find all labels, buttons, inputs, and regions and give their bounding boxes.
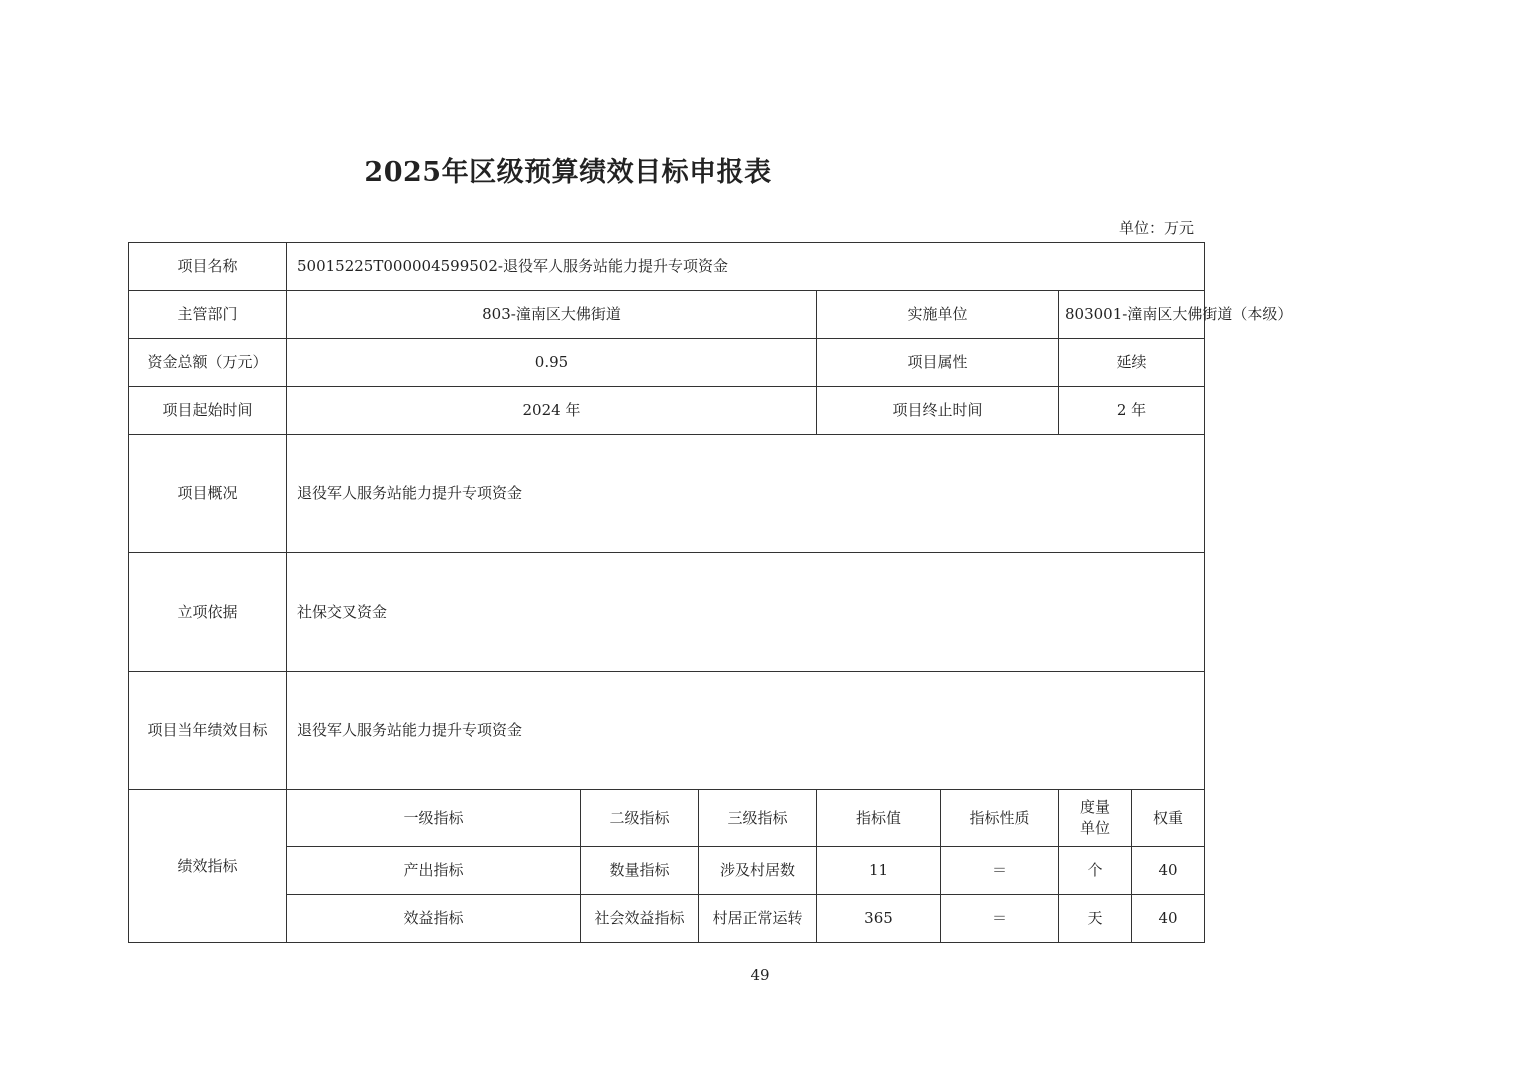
project-name-value: 50015225T000004599502-退役军人服务站能力提升专项资金 [287, 243, 1205, 291]
overview-label: 项目概况 [129, 435, 287, 553]
row-department [129, 291, 1205, 339]
attribute-label: 项目属性 [817, 339, 1059, 387]
goal-value: 退役军人服务站能力提升专项资金 [287, 672, 1205, 790]
indicator-header: 二级指标 [581, 790, 699, 847]
indicator-cell: 效益指标 [287, 895, 581, 943]
indicator-header: 三级指标 [699, 790, 817, 847]
indicator-cell: ＝ [941, 847, 1059, 895]
basis-label: 立项依据 [129, 553, 287, 672]
budget-table [128, 242, 1293, 943]
row-goal [129, 672, 1205, 790]
indicator-header: 度量单位 [1059, 790, 1132, 847]
department-value: 803-潼南区大佛街道 [287, 291, 817, 339]
implementer-label: 实施单位 [817, 291, 1059, 339]
page-number: 49 [750, 966, 770, 984]
end-time-value: 2 年 [1059, 387, 1205, 435]
table-row [129, 895, 1205, 943]
unit-label: 单位：万元 [1118, 219, 1194, 237]
start-time-value: 2024 年 [287, 387, 817, 435]
indicator-header: 指标性质 [941, 790, 1059, 847]
start-time-label: 项目起始时间 [129, 387, 287, 435]
indicator-cell: 村居正常运转 [699, 895, 817, 943]
funds-label: 资金总额（万元） [129, 339, 287, 387]
indicators-label: 绩效指标 [129, 790, 287, 943]
attribute-value: 延续 [1059, 339, 1205, 387]
indicator-cell: 365 [817, 895, 941, 943]
indicator-cell: 涉及村居数 [699, 847, 817, 895]
indicator-cell: 产出指标 [287, 847, 581, 895]
indicator-cell: 数量指标 [581, 847, 699, 895]
project-name-label: 项目名称 [129, 243, 287, 291]
overview-value: 退役军人服务站能力提升专项资金 [287, 435, 1205, 553]
row-funds [129, 339, 1205, 387]
indicator-header: 指标值 [817, 790, 941, 847]
indicator-cell: 40 [1132, 847, 1205, 895]
row-project-name [129, 243, 1205, 291]
basis-value: 社保交叉资金 [287, 553, 1205, 672]
department-label: 主管部门 [129, 291, 287, 339]
end-time-label: 项目终止时间 [817, 387, 1059, 435]
indicator-cell: 11 [817, 847, 941, 895]
indicator-cell: 天 [1059, 895, 1132, 943]
table-row [129, 847, 1205, 895]
indicator-header: 一级指标 [287, 790, 581, 847]
row-basis [129, 553, 1205, 672]
goal-label: 项目当年绩效目标 [129, 672, 287, 790]
implementer-value: 803001-潼南区大佛街道（本级） [1059, 291, 1205, 339]
funds-value: 0.95 [287, 339, 817, 387]
indicator-cell: 个 [1059, 847, 1132, 895]
indicator-header: 权重 [1132, 790, 1205, 847]
page-title: 2025年区级预算绩效目标申报表 [364, 157, 772, 188]
indicator-cell: 40 [1132, 895, 1205, 943]
row-overview [129, 435, 1205, 553]
indicator-cell: ＝ [941, 895, 1059, 943]
indicator-header-row [129, 790, 1205, 847]
indicator-cell: 社会效益指标 [581, 895, 699, 943]
row-time [129, 387, 1205, 435]
